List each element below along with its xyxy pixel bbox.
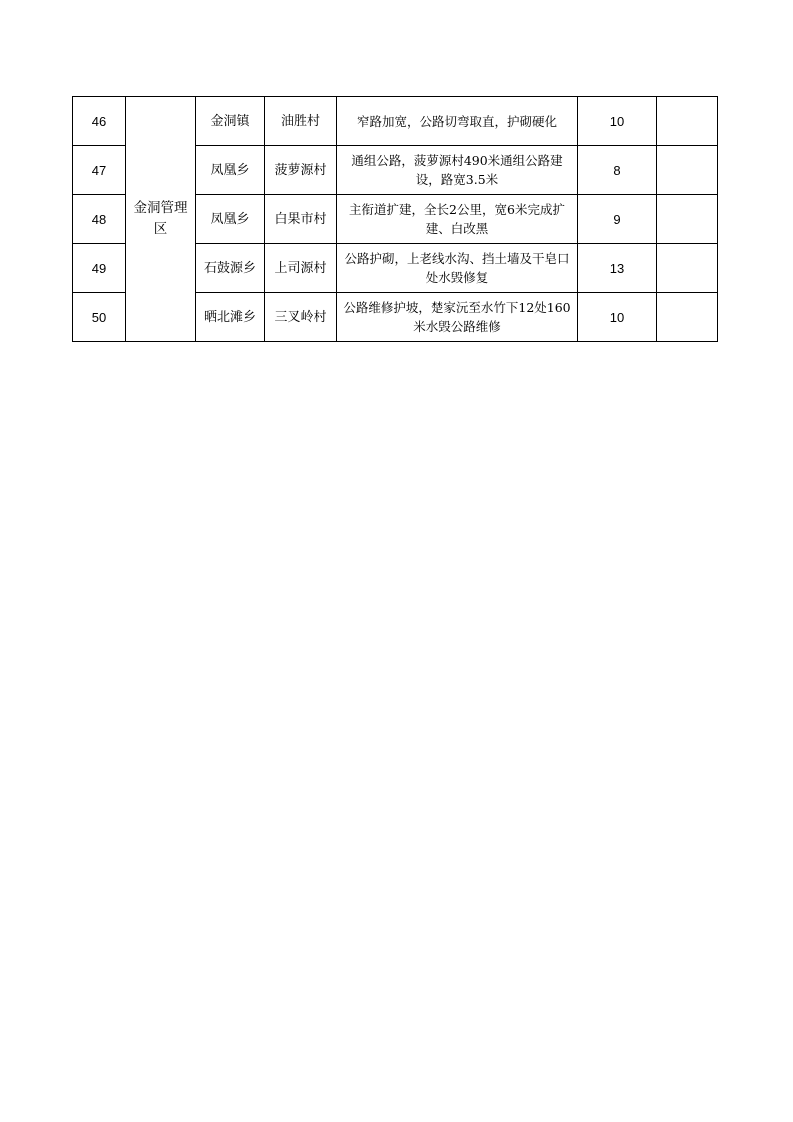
row-number: 47 xyxy=(73,146,126,195)
content-cell: 主衔道扩建，全长2公里，宽6米完成扩建、白改黑 xyxy=(337,195,578,244)
village-cell: 上司源村 xyxy=(265,244,337,293)
amount-cell: 13 xyxy=(578,244,657,293)
amount-cell: 10 xyxy=(578,293,657,342)
note-cell xyxy=(657,244,718,293)
row-number: 46 xyxy=(73,97,126,146)
note-cell xyxy=(657,293,718,342)
note-cell xyxy=(657,97,718,146)
township-cell: 晒北滩乡 xyxy=(196,293,265,342)
row-number: 49 xyxy=(73,244,126,293)
amount-cell: 10 xyxy=(578,97,657,146)
township-cell: 石鼓源乡 xyxy=(196,244,265,293)
amount-cell: 9 xyxy=(578,195,657,244)
content-cell: 通组公路，菠萝源村490米通组公路建设，路宽3.5米 xyxy=(337,146,578,195)
township-cell: 凤凰乡 xyxy=(196,146,265,195)
table-row xyxy=(73,97,718,146)
content-cell: 窄路加宽，公路切弯取直，护砌硬化 xyxy=(337,97,578,146)
row-number: 50 xyxy=(73,293,126,342)
township-cell: 凤凰乡 xyxy=(196,195,265,244)
village-cell: 菠萝源村 xyxy=(265,146,337,195)
amount-cell: 8 xyxy=(578,146,657,195)
row-number: 48 xyxy=(73,195,126,244)
project-table xyxy=(72,96,718,342)
district-cell: 金洞管理区 xyxy=(126,97,196,342)
content-cell: 公路维修护坡，楚家沅至水竹下12处160米水毁公路维修 xyxy=(337,293,578,342)
village-cell: 三叉岭村 xyxy=(265,293,337,342)
township-cell: 金洞镇 xyxy=(196,97,265,146)
village-cell: 白果市村 xyxy=(265,195,337,244)
note-cell xyxy=(657,195,718,244)
content-cell: 公路护砌，上老线水沟、挡土墙及干皂口处水毁修复 xyxy=(337,244,578,293)
note-cell xyxy=(657,146,718,195)
village-cell: 油胜村 xyxy=(265,97,337,146)
